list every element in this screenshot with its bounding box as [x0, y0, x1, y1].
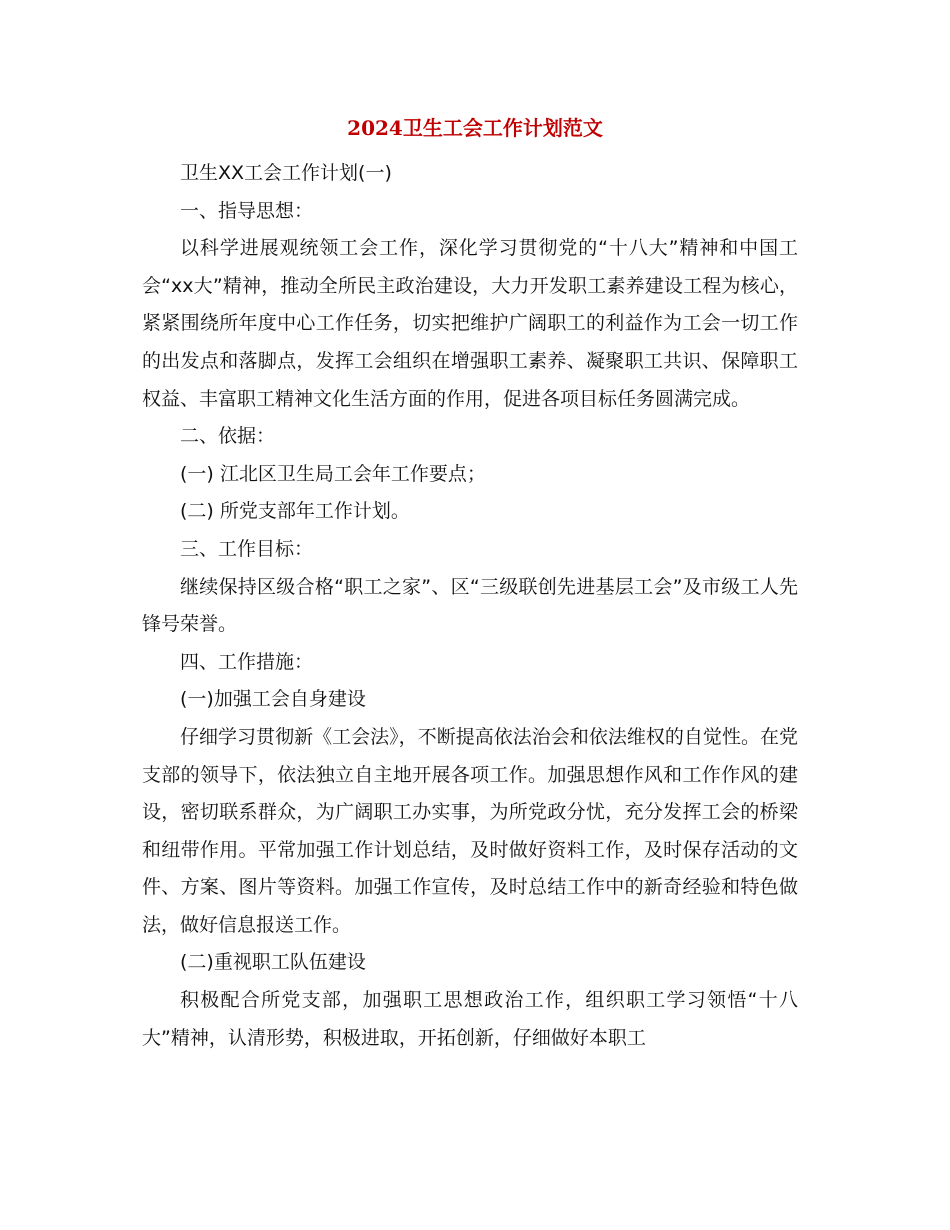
subheading-workforce: (二)重视职工队伍建设 — [180, 951, 366, 974]
document-body — [142, 155, 798, 1057]
subheading-self-building: (一)加强工会自身建设 — [180, 688, 366, 711]
section-heading-goals: 三、工作目标： — [180, 537, 314, 560]
document-title: 2024卫生工会工作计划范文 — [347, 116, 603, 140]
section-heading-measures: 四、工作措施： — [180, 650, 314, 673]
paragraph-workforce: 积极配合所党支部，加强职工思想政治工作，组织职工学习领悟“十八大”精神，认清形势，积极进取，开拓创新，仔细做好本职工 — [142, 989, 798, 1049]
paragraph-plan-heading: 卫生XX工会工作计划(一) — [180, 162, 392, 184]
list-item-basis-2: (二) 所党支部年工作计划。 — [180, 500, 410, 523]
section-heading-guiding-thought: 一、指导思想： — [180, 199, 314, 222]
section-heading-basis: 二、依据： — [180, 425, 276, 448]
paragraph-guiding-thought: 以科学进展观统领工会工作，深化学习贯彻党的“十八大”精神和中国工会“xx大”精神，推动全所民主政治建设，大力开发职工素养建设工程为核心，紧紧围绕所年度中心工作任务，切实把维护广阔职工的利益作为工会一切工作的出发点和落脚点，发挥工会组织在增强职工素养、凝聚职工共识、保障职工权益、丰富职工精神文化生活方面的作用，促进各项目标任务圆满完成。 — [142, 237, 798, 410]
list-item-basis-1: (一) 江北区卫生局工会年工作要点； — [180, 462, 486, 485]
paragraph-goals: 继续保持区级合格“职工之家”、区“三级联创先进基层工会”及市级工人先锋号荣誉。 — [142, 575, 798, 636]
paragraph-self-building: 仔细学习贯彻新《工会法》，不断提高依法治会和依法维权的自觉性。在党支部的领导下，依法独立自主地开展各项工作。加强思想作风和工作作风的建设，密切联系群众，为广阔职工办实事，为所党政分忧，充分发挥工会的桥梁和纽带作用。平常加强工作计划总结，及时做好资料工作，及时保存活动的文件、方案、图片等资料。加强工作宣传，及时总结工作中的新奇经验和特色做法，做好信息报送工作。 — [142, 725, 798, 936]
